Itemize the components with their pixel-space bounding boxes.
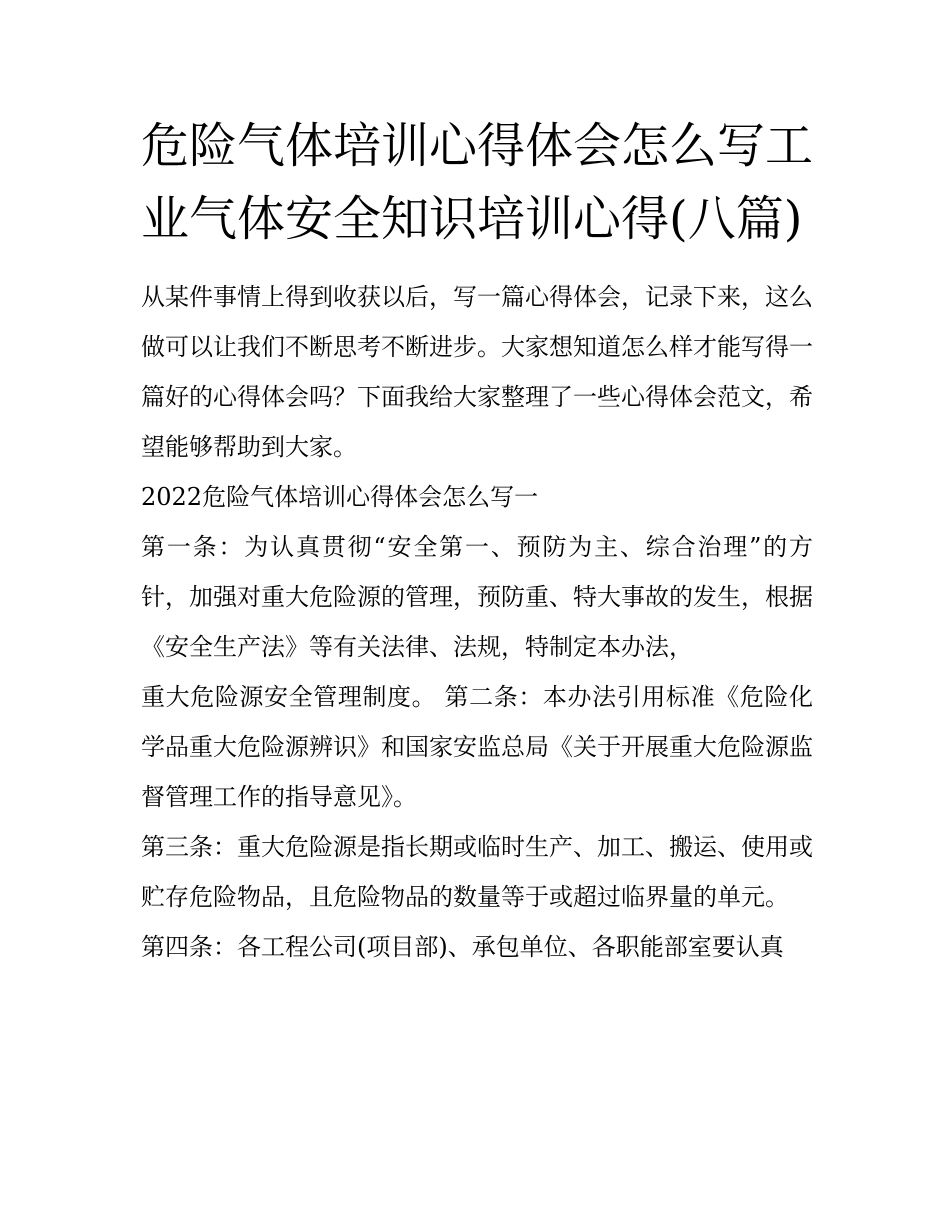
article-one-paragraph: 第一条：为认真贯彻“安全第一、预防为主、综合治理”的方针，加强对重大危险源的管理，预防重、特大事故的发生，根据《安全生产法》等有关法律、法规，特制定本办法， [141,533,813,661]
article-three-paragraph: 第三条：重大危险源是指长期或临时生产、加工、搬运、使用或贮存危险物品，且危险物品的数量等于或超过临界量的单元。 [141,833,813,911]
article-two-paragraph: 重大危险源安全管理制度。 第二条：本办法引用标准《危险化学品重大危险源辨识》和国家安监总局《关于开展重大危险源监督管理工作的指导意见》。 [141,683,813,811]
section-heading: 2022危险气体培训心得体会怎么写一 [141,483,539,511]
article-four-paragraph: 第四条：各工程公司(项目部)、承包单位、各职能部室要认真 [141,933,784,961]
document-title: 危险气体培训心得体会怎么写工业气体安全知识培训心得(八篇) [141,118,814,247]
intro-paragraph: 从某件事情上得到收获以后，写一篇心得体会，记录下来，这么做可以让我们不断思考不断进步。大家想知道怎么样才能写得一篇好的心得体会吗？下面我给大家整理了一些心得体会范文，希望能够帮助到大家。 [141,283,813,461]
document-page [141,110,813,972]
